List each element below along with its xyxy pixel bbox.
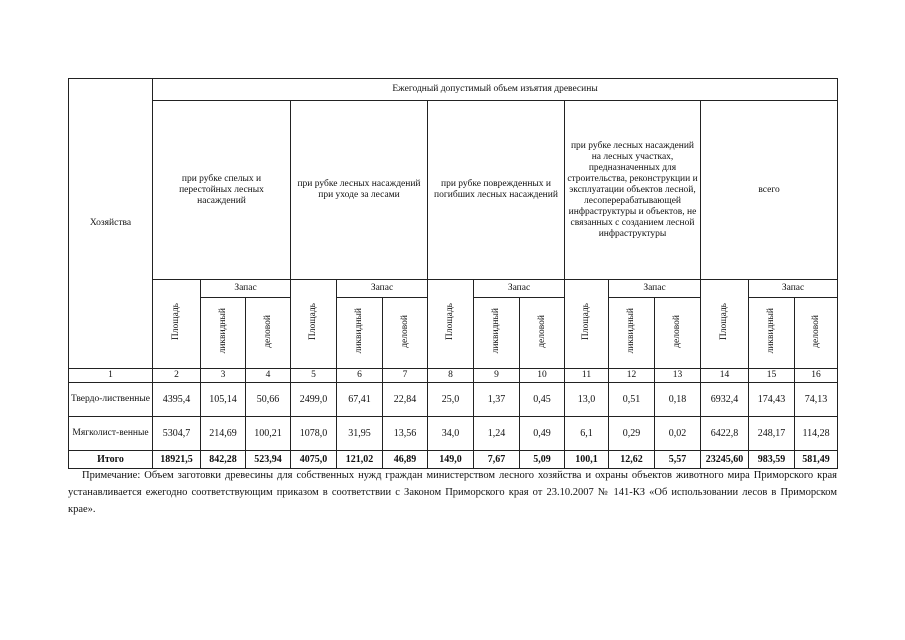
liquid-header: ликвидный [337, 298, 383, 369]
group-header-total: всего [701, 101, 838, 280]
table-cell: 6422,8 [701, 417, 749, 451]
row-label-hardwood: Твердо-лиственные [69, 383, 153, 417]
table-cell: 105,14 [201, 383, 246, 417]
table-cell: 174,43 [749, 383, 795, 417]
stock-header: Запас [337, 280, 428, 298]
forest-volume-table [68, 78, 838, 469]
table-cell: 1,37 [474, 383, 520, 417]
stock-header: Запас [474, 280, 565, 298]
row-label-total: Итого [69, 451, 153, 469]
header-row-groups [69, 101, 838, 280]
commercial-header: деловой [246, 298, 291, 369]
group-header-thinning: при рубке лесных насаждений при уходе за лесами [291, 101, 428, 280]
col-number: 14 [701, 369, 749, 383]
header-row-stock [69, 280, 838, 298]
stock-header: Запас [609, 280, 701, 298]
footnote-text: Примечание: Объем заготовки древесины для собственных нужд граждан министерством лесного хозяйства и охраны объектов животного мира Приморского края устанавливается ежегодно соответствующим приказом в соответствии с Законом Приморского края от 23.10.2007 № 141-КЗ «Об использовании лесов в Приморском крае». [68, 470, 837, 515]
commercial-header: деловой [655, 298, 701, 369]
stock-header: Запас [201, 280, 291, 298]
group-header-damaged: при рубке поврежденных и погибших лесных насаждений [428, 101, 565, 280]
annual-volume-header: Ежегодный допустимый объем изъятия древесины [153, 79, 838, 101]
table-row [69, 383, 838, 417]
table-cell: 1078,0 [291, 417, 337, 451]
table-cell: 18921,5 [153, 451, 201, 469]
footnote [68, 467, 837, 518]
col-number: 4 [246, 369, 291, 383]
table-cell: 74,13 [795, 383, 838, 417]
table-cell: 0,51 [609, 383, 655, 417]
table-cell: 214,69 [201, 417, 246, 451]
table-cell: 0,18 [655, 383, 701, 417]
table-cell: 842,28 [201, 451, 246, 469]
col-number: 1 [69, 369, 153, 383]
table-cell: 34,0 [428, 417, 474, 451]
table-cell: 983,59 [749, 451, 795, 469]
table-row [69, 417, 838, 451]
col-number: 13 [655, 369, 701, 383]
row-label-softwood: Мягколист-венные [69, 417, 153, 451]
column-number-row [69, 369, 838, 383]
table-cell: 46,89 [383, 451, 428, 469]
table-cell: 31,95 [337, 417, 383, 451]
table-cell: 523,94 [246, 451, 291, 469]
area-header: Площадь [153, 280, 201, 369]
table-cell: 100,1 [565, 451, 609, 469]
table-cell: 50,66 [246, 383, 291, 417]
table-cell: 1,24 [474, 417, 520, 451]
col-number: 16 [795, 369, 838, 383]
table-cell: 12,62 [609, 451, 655, 469]
table-cell: 2499,0 [291, 383, 337, 417]
table-cell: 6932,4 [701, 383, 749, 417]
group-header-mature: при рубке спелых и перестойных лесных насаждений [153, 101, 291, 280]
area-header: Площадь [291, 280, 337, 369]
stock-header: Запас [749, 280, 838, 298]
col-number: 11 [565, 369, 609, 383]
col-number: 6 [337, 369, 383, 383]
table-cell: 0,29 [609, 417, 655, 451]
table-cell: 13,0 [565, 383, 609, 417]
area-header: Площадь [701, 280, 749, 369]
commercial-header: деловой [383, 298, 428, 369]
table-cell: 67,41 [337, 383, 383, 417]
col-number: 2 [153, 369, 201, 383]
table-cell: 4395,4 [153, 383, 201, 417]
table-cell: 0,02 [655, 417, 701, 451]
table-cell: 0,49 [520, 417, 565, 451]
table-cell: 22,84 [383, 383, 428, 417]
table-cell: 149,0 [428, 451, 474, 469]
table-cell: 100,21 [246, 417, 291, 451]
liquid-header: ликвидный [201, 298, 246, 369]
header-row-annual [69, 79, 838, 101]
area-header: Площадь [565, 280, 609, 369]
table-cell: 7,67 [474, 451, 520, 469]
table-cell: 13,56 [383, 417, 428, 451]
col-number: 7 [383, 369, 428, 383]
table-cell: 5,09 [520, 451, 565, 469]
col-number: 8 [428, 369, 474, 383]
col-number: 5 [291, 369, 337, 383]
group-header-construction: при рубке лесных насаждений на лесных участках, предназначенных для строительства, реконструкции и эксплуатации объектов лесной, лесоперерабатывающей инфраструктуры и объектов, не связанных с созданием лесной инфраструктуры [565, 101, 701, 280]
area-header: Площадь [428, 280, 474, 369]
table-cell: 5304,7 [153, 417, 201, 451]
liquid-header: ликвидный [474, 298, 520, 369]
table-cell: 248,17 [749, 417, 795, 451]
col-number: 9 [474, 369, 520, 383]
table-cell: 121,02 [337, 451, 383, 469]
liquid-header: ликвидный [609, 298, 655, 369]
table-cell: 23245,60 [701, 451, 749, 469]
table-cell: 114,28 [795, 417, 838, 451]
table-cell: 0,45 [520, 383, 565, 417]
col-number: 12 [609, 369, 655, 383]
commercial-header: деловой [795, 298, 838, 369]
col-number: 3 [201, 369, 246, 383]
table-cell: 6,1 [565, 417, 609, 451]
farms-header: Хозяйства [69, 79, 153, 369]
col-number: 15 [749, 369, 795, 383]
table-cell: 5,57 [655, 451, 701, 469]
table-cell: 4075,0 [291, 451, 337, 469]
table-cell: 581,49 [795, 451, 838, 469]
col-number: 10 [520, 369, 565, 383]
table-cell: 25,0 [428, 383, 474, 417]
liquid-header: ликвидный [749, 298, 795, 369]
commercial-header: деловой [520, 298, 565, 369]
table-row-total [69, 451, 838, 469]
